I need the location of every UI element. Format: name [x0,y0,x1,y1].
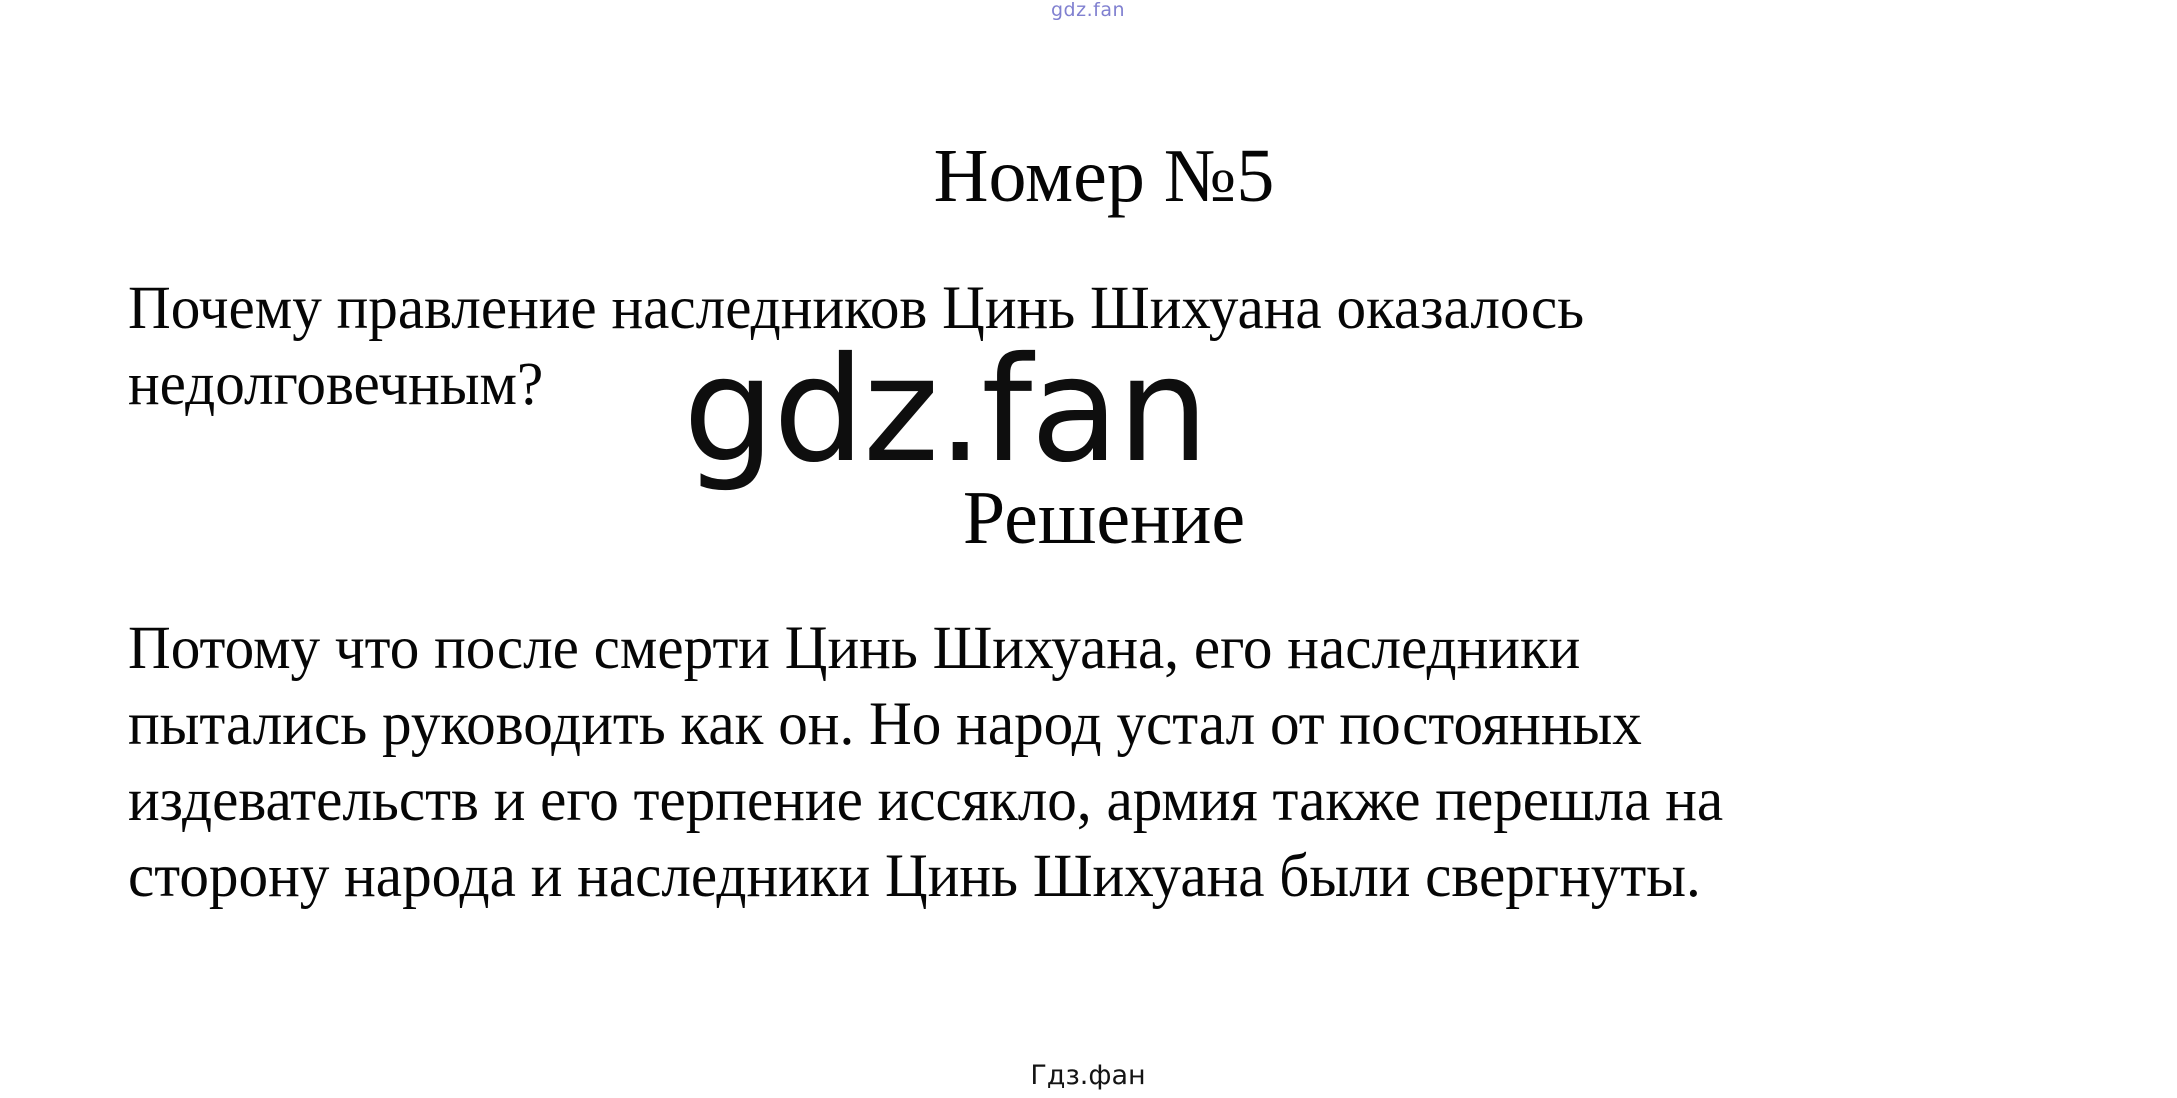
question-line: Почему правление наследников Цинь Шихуана оказалось [128,275,1585,342]
solution-heading: Решение [962,476,1246,560]
footer-brand: Гдз.фан [1030,1060,1146,1091]
page-title: Номер №5 [933,134,1275,218]
answer-text [128,611,1772,915]
answer-line: издевательств и его терпение иссякло, армия также перешла на [128,767,1724,834]
watermark: gdz.fan [683,326,1208,495]
answer-line: Потому что после смерти Цинь Шихуана, его наследники [128,615,1581,682]
question-line: недолговечным? [128,351,544,418]
top-brand: gdz.fan [1050,0,1126,21]
answer-line: сторону народа и наследники Цинь Шихуана были свергнуты. [128,843,1701,910]
answer-line: пытались руководить как он. Но народ устал от постоянных [128,691,1642,758]
